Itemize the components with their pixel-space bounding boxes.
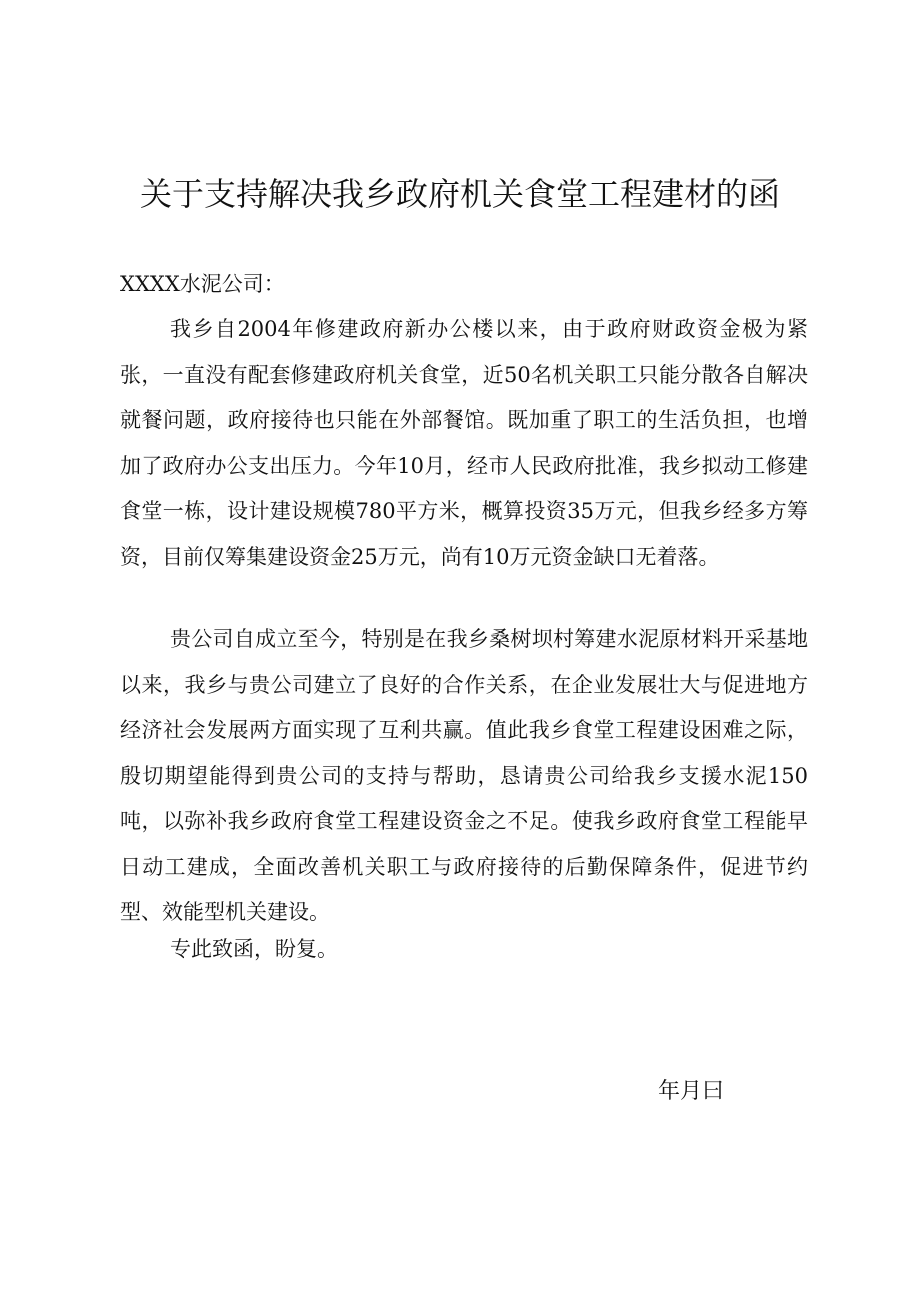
document-title: 关于支持解决我乡政府机关食堂工程建材的函 xyxy=(139,175,780,213)
date-line: 年月曰 xyxy=(658,1079,725,1104)
closing-paragraph: 专此致函，盼复。 xyxy=(170,937,338,961)
body-paragraph-2: 贵公司自成立至今，特别是在我乡桑树坝村筹建水泥原材料开采基地以来，我乡与贵公司建立了良好的合作关系，在企业发展壮大与促进地方经济社会发展两方面实现了互利共赢。值此我乡食堂工程建设困难之际，殷切期望能得到贵公司的支持与帮助，恳请贵公司给我乡支援水泥150吨，以弥补我乡政府食堂工程建设资金之不足。使我乡政府食堂工程能早日动工建成，全面改善机关职工与政府接待的后勤保障条件，促进节约型、效能型机关建设。 xyxy=(120,627,808,924)
body-paragraph-1: 我乡自2004年修建政府新办公楼以来，由于政府财政资金极为紧张，一直没有配套修建政府机关食堂，近50名机关职工只能分散各自解决就餐问题，政府接待也只能在外部餐馆。既加重了职工的生活负担，也增加了政府办公支出压力。今年10月，经市人民政府批准，我乡拟动工修建食堂一栋，设计建设规模780平方米，概算投资35万元，但我乡经多方筹资，目前仅筹集建设资金25万元，尚有10万元资金缺口无着落。 xyxy=(120,317,808,569)
salutation: XXXX水泥公司： xyxy=(120,272,285,296)
